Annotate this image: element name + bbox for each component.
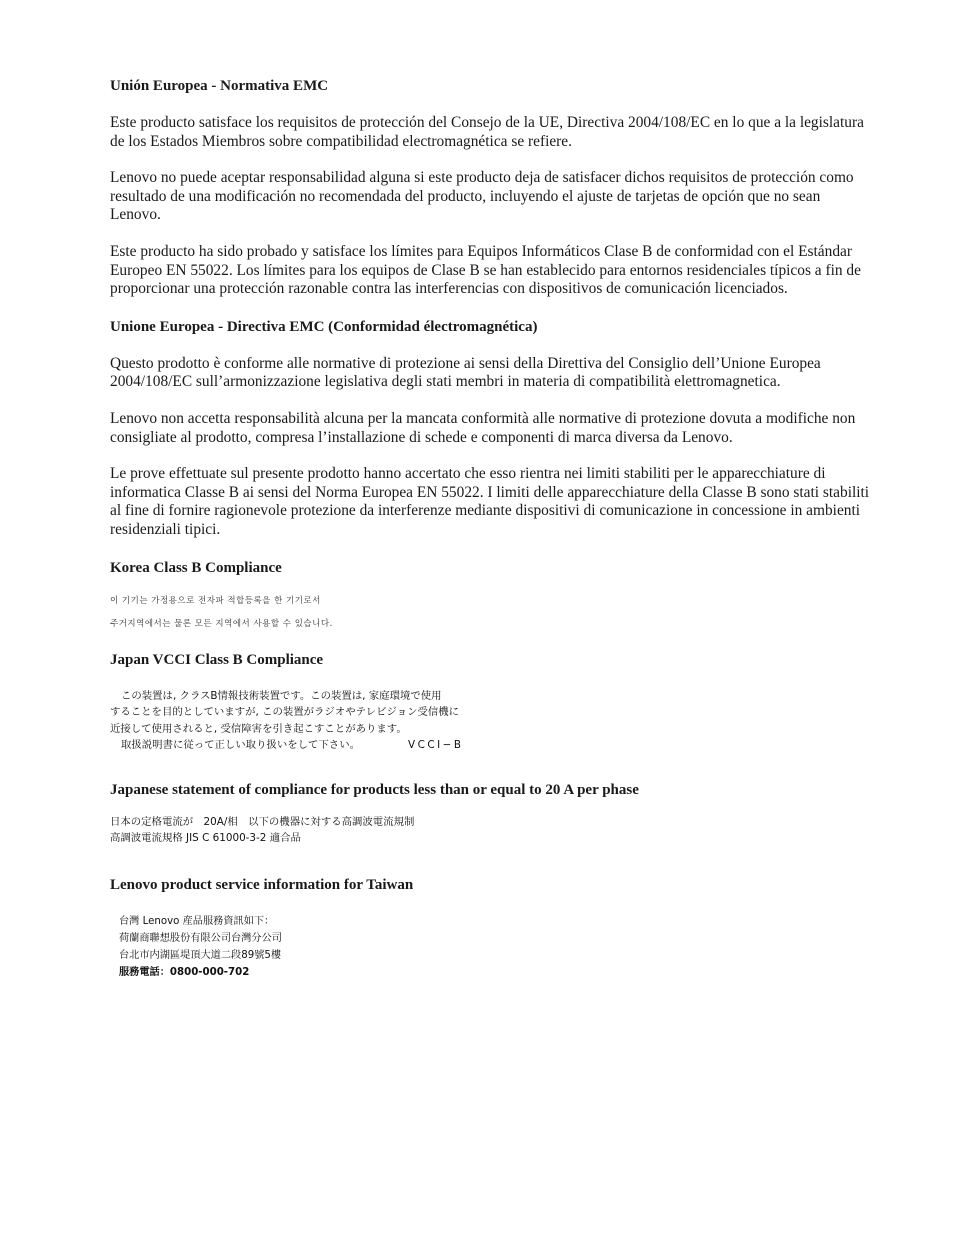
- vcci-line-4-row: [110, 737, 870, 754]
- eu-spanish-paragraph-3: Este producto ha sido probado y satisface los límites para Equipos Informáticos Clase B de conformidad con el Estándar Europeo EN 55022. Los límites para los equipos de Clase B se han establecido para entornos residenciales típicos a fin de proporcionar una protección razonable contra las interferencias con dispositivos de comunicación licenciados.: [110, 242, 861, 298]
- jis-statement: [110, 814, 870, 847]
- taiwan-section: [110, 875, 870, 981]
- eu-spanish-paragraph-2: Lenovo no puede aceptar responsabilidad alguna si este producto deja de satisfacer dichos requisitos de protección como resultado de una modificación no recomendada del producto, incluyendo el ajuste de tarjetas de opción que no sean Lenovo.: [110, 169, 854, 224]
- taiwan-line-4: 服務電話：0800-000-702: [119, 966, 250, 978]
- korea-statement-line-1: 이 기기는 가정용으로 전자파 적합등록을 한 기기로서: [110, 595, 321, 606]
- eu-spanish-paragraph-1: Este producto satisface los requisitos de protección del Consejo de la UE, Directiva 2004/108/EC en lo que a la legislatura de los Estados Miembros sobre compatibilidad electromagnética se refiere.: [110, 114, 864, 150]
- japan-jis-section: [110, 780, 870, 847]
- eu-italian-paragraph-3: Le prove effettuate sul presente prodotto hanno accertato che esso rientra nei limiti stabiliti per le apparecchiature di informatica Classe B ai sensi del Norma Europea EN 55022. I limiti delle apparecchiature della Classe B sono stati stabiliti al fine di fornire ragionevole protezione da interferenze mediante dispositivi di comunicazione in concessione in ambienti residenziali tipici.: [110, 465, 870, 538]
- eu-italian-heading: Unione Europea - Directiva EMC (Conformidad électromagnética): [110, 318, 538, 335]
- korea-statement-line-2: 주거지역에서는 물론 모든 지역에서 사용할 수 있습니다.: [110, 618, 333, 629]
- taiwan-heading: Lenovo product service information for Taiwan: [110, 876, 414, 893]
- taiwan-service-info: [119, 913, 870, 981]
- korea-section: [110, 558, 870, 630]
- korea-heading: Korea Class B Compliance: [110, 559, 282, 576]
- vcci-line-3: 近接して使用されると, 受信障害を引き起こすことがあります。: [110, 722, 407, 735]
- eu-italian-paragraph-2: Lenovo non accetta responsabilità alcuna per la mancata conformità alle normative di protezione dovuta a modifiche non consigliate al prodotto, compresa l’installazione di schede e componenti di marca diversa da Lenovo.: [110, 409, 856, 446]
- taiwan-line-2: 荷蘭商聯想股份有限公司台灣分公司: [119, 932, 282, 944]
- eu-italian-section: [110, 317, 870, 540]
- eu-spanish-heading: Unión Europea - Normativa EMC: [110, 78, 329, 94]
- vcci-line-1: この装置は, クラスB情報技術装置です。この装置は, 家庭環境で使用: [121, 689, 442, 702]
- eu-italian-paragraph-1: Questo prodotto è conforme alle normative di protezione ai sensi della Direttiva del Consiglio dell’Unione Europea 2004/108/EC sull’armonizzazione legislativa degli stati membri in materia di compatibilità elettromagnetica.: [110, 354, 821, 391]
- jis-line-2: 高調波電流規格 JIS C 61000-3-2 適合品: [110, 832, 301, 844]
- japan-vcci-section: [110, 650, 870, 754]
- vcci-line-4: 取扱説明書に従って正しい取り扱いをして下さい。: [121, 739, 360, 751]
- document-page: [110, 76, 870, 981]
- vcci-class-mark: VCCI−B: [407, 739, 464, 751]
- eu-spanish-section: [110, 76, 870, 299]
- taiwan-line-3: 台北市内湖區堤頂大道二段89號5樓: [119, 949, 282, 961]
- jis-line-1: 日本の定格電流が 20A/相 以下の機器に対する高調波電流規制: [110, 815, 415, 828]
- japan-jis-heading: Japanese statement of compliance for products less than or equal to 20 A per phase: [110, 781, 639, 798]
- japan-vcci-heading: Japan VCCI Class B Compliance: [110, 651, 324, 668]
- taiwan-line-1: 台灣 Lenovo 産品服務資訊如下：: [119, 915, 275, 927]
- vcci-statement: [110, 688, 870, 754]
- vcci-line-2: することを目的としていますが, この装置がラジオやテレビジョン受信機に: [110, 706, 460, 718]
